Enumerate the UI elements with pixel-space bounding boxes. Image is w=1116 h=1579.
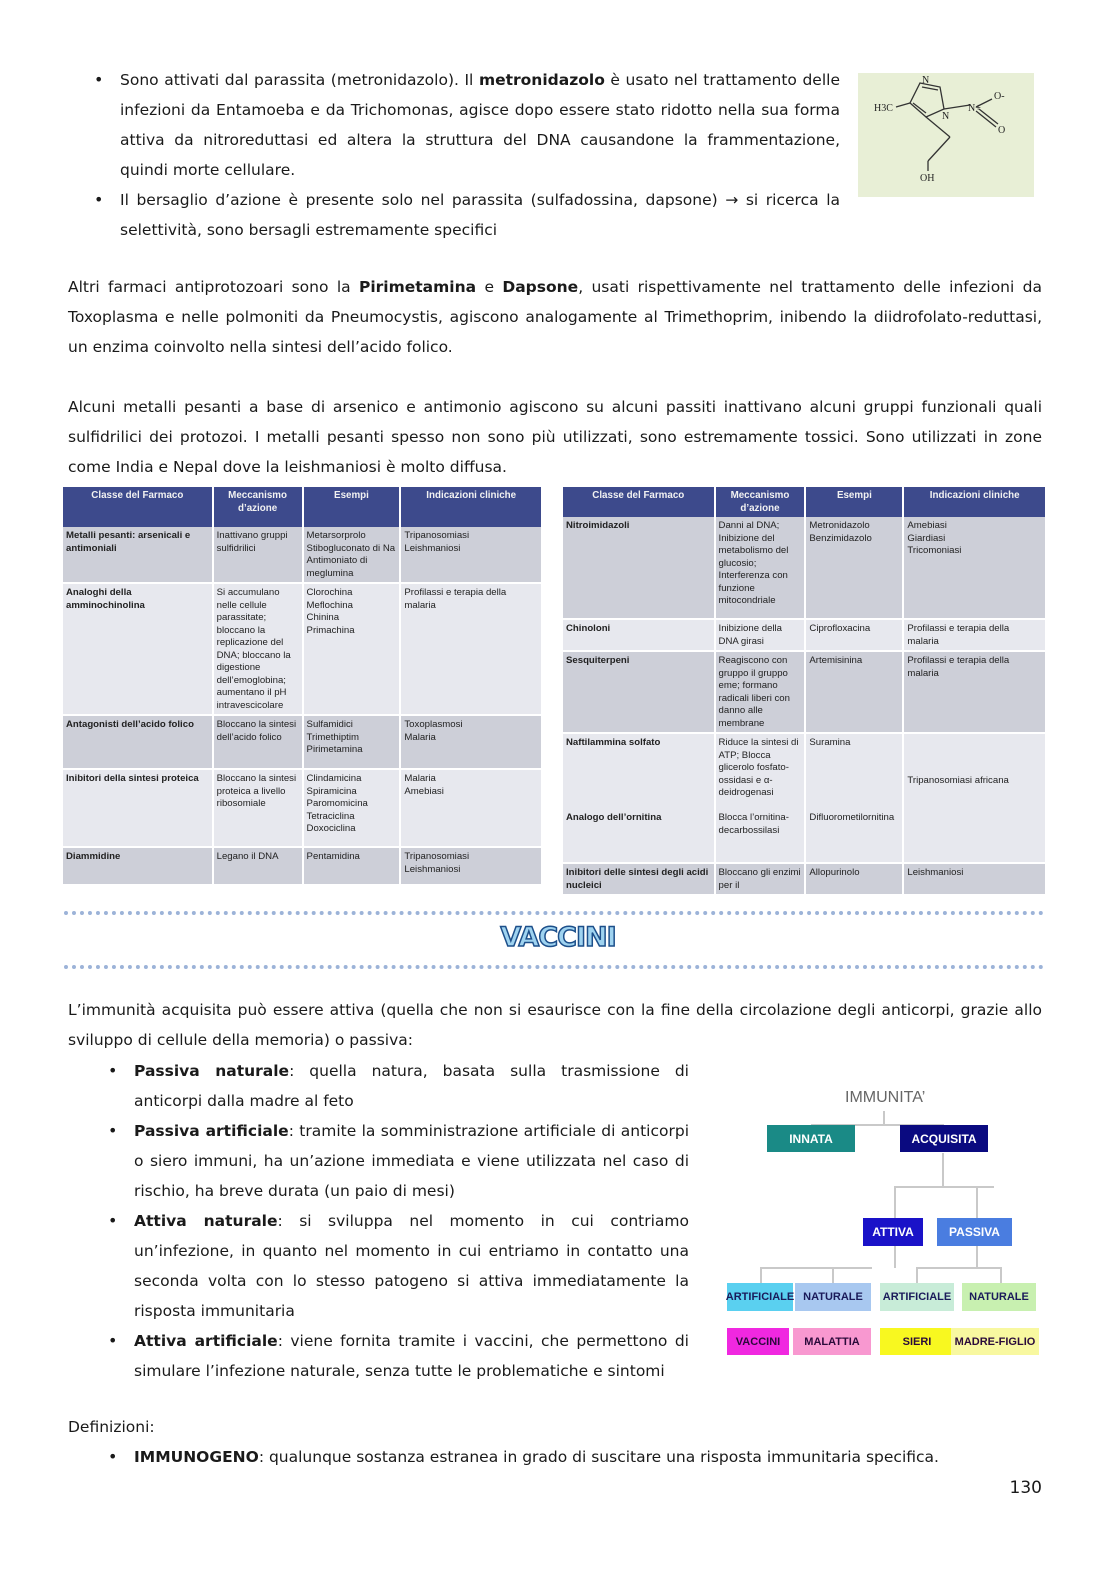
table-cell: Tripanosomiasi Leishmaniosi <box>400 847 542 885</box>
table-cell: Sulfamidici Trimethiptim Pirimetamina <box>303 715 401 769</box>
table-row <box>63 769 542 847</box>
table-row <box>63 583 542 715</box>
table-cell: Riduce la sintesi di ATP; Blocca glicerolo fosfato-ossidasi e α-deidrogenasi Blocca l’ornitina-decarbossilasi <box>715 733 806 863</box>
metronidazole-structure-image <box>858 73 1034 197</box>
table-cell: Toxoplasmosi Malaria <box>400 715 542 769</box>
drug-table-right <box>563 487 1047 896</box>
list-item: • Sono attivati dal parassita (metronidazolo). Il metronidazolo è usato nel trattamento delle infezioni da Entamoeba e da Trichomonas, agisce dopo essere stato ridotto nella sua forma attiva da nitroreduttasi ed altera la struttura del DNA causandone la frammentazione, quindi morte cellulare. <box>120 65 840 185</box>
table-cell: Si accumulano nelle cellule parassitate; bloccano la replicazione del DNA; bloccano la digestione dell’emoglobina; aumentano il pH intravescicolare <box>213 583 303 715</box>
top-bullet-list <box>120 65 840 245</box>
diagram-connector <box>976 1186 978 1218</box>
table-row <box>563 733 1046 863</box>
table-cell: Inibitori delle sintesi degli acidi nucleici <box>563 863 715 895</box>
table-cell: Profilassi e terapia della malaria <box>400 583 542 715</box>
paragraph-immunita: L’immunità acquisita può essere attiva (quella che non si esaurisce con la fine della circolazione degli anticorpi, grazie allo sviluppo di cellule della memoria) o passiva: <box>68 1001 1042 1049</box>
structure-label: O- <box>994 91 1005 102</box>
diagram-connector <box>894 1246 896 1268</box>
table-cell: Allopurinolo <box>805 863 903 895</box>
table-cell: Tripanosomiasi africana <box>903 733 1046 863</box>
table-cell: Profilassi e terapia della malaria <box>903 651 1046 733</box>
table-header: Indicazioni cliniche <box>903 487 1046 517</box>
structure-label: N+ <box>968 103 981 114</box>
table-cell: Metalli pesanti: arsenicali e antimoniali <box>63 527 213 583</box>
table-cell: Profilassi e terapia della malaria <box>903 619 1046 651</box>
diagram-connector <box>942 1153 944 1187</box>
diagram-connector <box>760 1267 872 1269</box>
diagram-connector <box>1000 1267 1002 1283</box>
list-item: • Attiva naturale: si sviluppa nel momento in cui contriamo un’infezione, in quanto nel momento in cui entriamo in contatto una seconda volta con lo stesso patogeno si attiva immediatamente la risposta immunitaria <box>134 1206 689 1326</box>
diagram-connector <box>916 1267 918 1283</box>
table-header: Esempi <box>805 487 903 517</box>
table-header: Indicazioni cliniche <box>400 487 542 527</box>
table-cell: Inibizione della DNA girasi <box>715 619 806 651</box>
table-cell: Bloccano gli enzimi per il <box>715 863 806 895</box>
immunity-bullet-list <box>134 1056 689 1386</box>
table-cell: Sesquiterpeni <box>563 651 715 733</box>
table-cell: Danni al DNA; Inibizione del metabolismo del glucosio; Interferenza con funzione mitocondriale <box>715 517 806 619</box>
table-cell: Bloccano la sintesi dell’acido folico <box>213 715 303 769</box>
table-row <box>63 715 542 769</box>
structure-label: N <box>922 75 930 86</box>
list-item: • Il bersaglio d’azione è presente solo nel parassita (sulfadossina, dapsone) → si ricerca la selettività, sono bersagli estremamente specifici <box>120 185 840 245</box>
section-title: VACCINI <box>500 922 616 953</box>
diagram-title: IMMUNITA’ <box>845 1089 926 1106</box>
section-divider-top <box>64 911 1044 915</box>
table-cell: Analoghi della amminochinolina <box>63 583 213 715</box>
table-cell: Naftilammina solfato Analogo dell’ornitina <box>563 733 715 863</box>
paragraph-altri-farmaci: Altri farmaci antiprotozoari sono la Pirimetamina e Dapsone, usati rispettivamente nel trattamento delle infezioni da Toxoplasma e nelle polmoniti da Pneumocystis, agiscono analogamente al Trimethoprim, inibendo la diidrofolato-reduttasi, un enzima coinvolto nella sintesi dell’acido folico. <box>68 278 1042 356</box>
table-cell: Malaria Amebiasi <box>400 769 542 847</box>
list-item: • Passiva artificiale: tramite la somministrazione artificiale di anticorpi o siero immuni, ha un’azione immediata e viene utilizzata nel caso di rischio, ha breve durata (un paio di mesi) <box>134 1116 689 1206</box>
table-row <box>563 619 1046 651</box>
table-header: Esempi <box>303 487 401 527</box>
structure-label: O <box>998 125 1006 136</box>
table-header: Meccanismo d’azione <box>715 487 806 517</box>
diagram-box-naturale-attiva: NATURALE <box>795 1283 871 1311</box>
diagram-box-acquisita: ACQUISITA <box>900 1125 988 1152</box>
table-cell: Chinoloni <box>563 619 715 651</box>
section-divider-bottom <box>64 965 1044 969</box>
table-cell: Diammidine <box>63 847 213 885</box>
table-cell: Tripanosomiasi Leishmaniosi <box>400 527 542 583</box>
diagram-box-artificiale-passiva: ARTIFICIALE <box>880 1283 954 1311</box>
table-cell: Antagonisti dell’acido folico <box>63 715 213 769</box>
table-header: Meccanismo d’azione <box>213 487 303 527</box>
diagram-connector <box>894 1186 896 1218</box>
table-cell: Nitroimidazoli <box>563 517 715 619</box>
table-cell: Clindamicina Spiramicina Paromomicina Tetraciclina Doxociclina <box>303 769 401 847</box>
diagram-box-naturale-passiva: NATURALE <box>962 1283 1036 1311</box>
table-row <box>563 517 1046 619</box>
diagram-connector <box>976 1246 978 1268</box>
diagram-connector <box>832 1267 834 1283</box>
paragraph-metalli-pesanti: Alcuni metalli pesanti a base di arsenico e antimonio agiscono su alcuni passiti inattivano alcuni gruppi funzionali quali sulfidrilici dei protozoi. I metalli pesanti spesso non sono più utilizzati, sono estremamente tossici. Sono utilizzati in zone come India e Nepal dove la leishmaniosi è molto diffusa. <box>68 398 1042 476</box>
diagram-box-attiva: ATTIVA <box>863 1218 923 1246</box>
diagram-box-vaccini: VACCINI <box>727 1328 789 1355</box>
diagram-box-malattia: MALATTIA <box>793 1328 871 1355</box>
diagram-connector <box>916 1267 1000 1269</box>
table-row <box>63 527 542 583</box>
table-cell: Metarsorprolo Stibogluconato di Na Antimoniato di meglumina <box>303 527 401 583</box>
table-row <box>63 847 542 885</box>
table-cell: Inibitori della sintesi proteica <box>63 769 213 847</box>
structure-label: N <box>942 111 950 122</box>
table-cell: Clorochina Meflochina Chinina Primachina <box>303 583 401 715</box>
table-cell: Metronidazolo Benzimidazolo <box>805 517 903 619</box>
table-header: Classe del Farmaco <box>63 487 213 527</box>
table-cell: Bloccano la sintesi proteica a livello ribosomiale <box>213 769 303 847</box>
table-cell: Amebiasi Giardiasi Tricomoniasi <box>903 517 1046 619</box>
immunity-diagram <box>720 1085 1050 1365</box>
definizioni-label: Definizioni: <box>68 1418 155 1436</box>
list-item: • Attiva artificiale: viene fornita tramite i vaccini, che permettono di simulare l’infezione naturale, senza tutte le problematiche e sintomi <box>134 1326 689 1386</box>
table-row <box>563 651 1046 733</box>
drug-table-left <box>63 487 543 886</box>
diagram-box-passiva: PASSIVA <box>937 1218 1012 1246</box>
list-item: • IMMUNOGENO: qualunque sostanza estranea in grado di suscitare una risposta immunitaria specifica. <box>134 1442 1044 1472</box>
list-item: • Passiva naturale: quella natura, basata sulla trasmissione di anticorpi dalla madre al feto <box>134 1056 689 1116</box>
table-cell: Leishmaniosi <box>903 863 1046 895</box>
diagram-box-sieri: SIERI <box>880 1328 954 1355</box>
diagram-connector <box>894 1186 994 1188</box>
diagram-box-artificiale-attiva: ARTIFICIALE <box>727 1283 793 1311</box>
table-cell: Legano il DNA <box>213 847 303 885</box>
structure-label: H3C <box>874 103 893 114</box>
diagram-connector <box>760 1267 762 1283</box>
definizioni-list <box>134 1442 1044 1472</box>
table-cell: Suramina Difluorometilornitina <box>805 733 903 863</box>
table-cell: Artemisinina <box>805 651 903 733</box>
table-header: Classe del Farmaco <box>563 487 715 517</box>
structure-label: OH <box>920 173 935 184</box>
table-cell: Pentamidina <box>303 847 401 885</box>
table-cell: Reagiscono con gruppo il gruppo eme; formano radicali liberi con danno alle membrane <box>715 651 806 733</box>
table-cell: Ciprofloxacina <box>805 619 903 651</box>
diagram-box-madre-figlio: MADRE-FIGLIO <box>951 1328 1039 1355</box>
diagram-connector <box>883 1111 885 1125</box>
page-number: 130 <box>1009 1478 1042 1498</box>
diagram-box-innata: INNATA <box>767 1125 855 1152</box>
table-row <box>563 863 1046 895</box>
table-cell: Inattivano gruppi sulfidrilici <box>213 527 303 583</box>
